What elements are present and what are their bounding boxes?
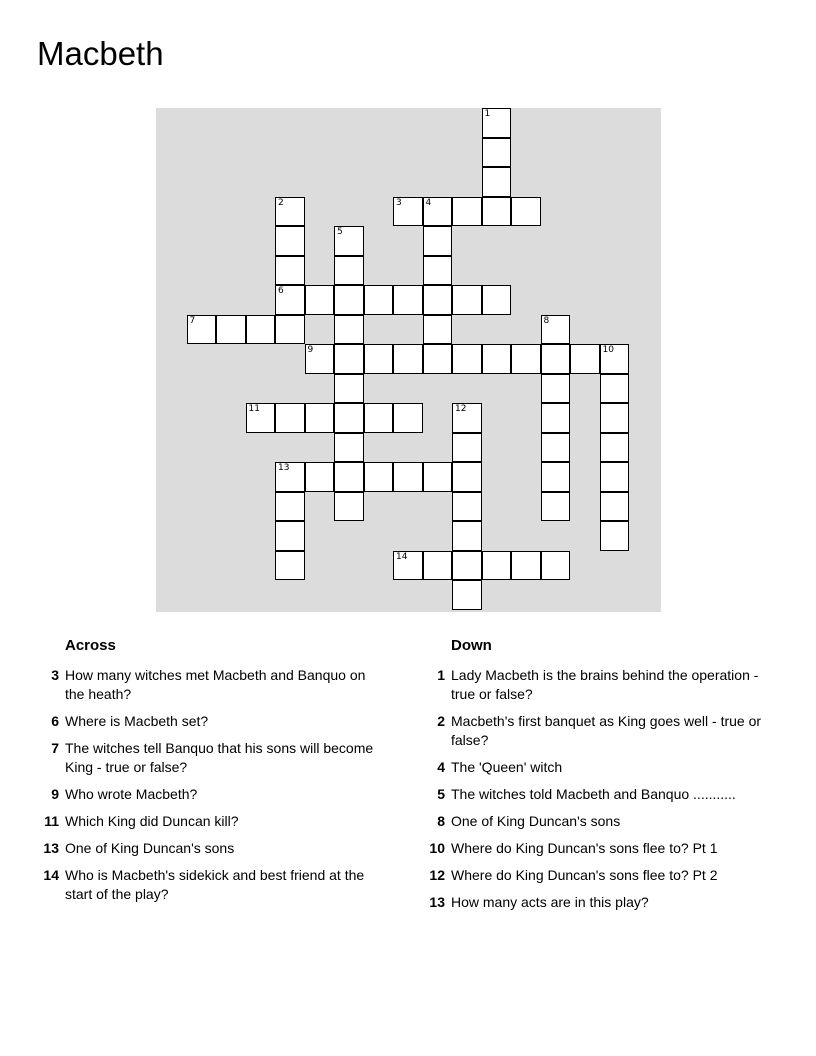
clue-number: 10	[429, 840, 445, 856]
grid-cell[interactable]	[541, 433, 571, 463]
grid-cell[interactable]	[275, 315, 305, 345]
grid-cell[interactable]	[423, 226, 453, 256]
grid-cell[interactable]	[246, 403, 276, 433]
grid-cell[interactable]	[482, 108, 512, 138]
grid-cell[interactable]	[305, 344, 335, 374]
cell-number: 5	[337, 227, 343, 237]
clue-text: One of King Duncan's sons	[451, 813, 621, 829]
clue-text: Who is Macbeth's sidekick and best friend at the start of the play?	[65, 867, 365, 902]
grid-cell[interactable]	[275, 521, 305, 551]
grid-cell[interactable]	[423, 256, 453, 286]
clue-number: 12	[429, 867, 445, 883]
grid-cell[interactable]	[452, 197, 482, 227]
grid-cell[interactable]	[423, 285, 453, 315]
grid-cell[interactable]	[246, 315, 276, 345]
grid-cell[interactable]	[482, 197, 512, 227]
across-clue	[40, 866, 380, 904]
grid-cell[interactable]	[452, 521, 482, 551]
grid-cell[interactable]	[482, 551, 512, 581]
grid-cell[interactable]	[393, 197, 423, 227]
down-clue	[426, 785, 781, 804]
down-clue	[426, 666, 781, 704]
cell-number: 14	[396, 551, 408, 562]
grid-cell[interactable]	[452, 344, 482, 374]
grid-cell[interactable]	[275, 285, 305, 315]
grid-cell[interactable]	[600, 344, 630, 374]
grid-cell[interactable]	[334, 374, 364, 404]
clue-text: Where do King Duncan's sons flee to? Pt 1	[451, 840, 718, 856]
grid-cell[interactable]	[275, 256, 305, 286]
cell-number: 12	[455, 404, 467, 414]
grid-cell[interactable]	[482, 285, 512, 315]
cell-number: 7	[189, 315, 196, 326]
grid-cell[interactable]	[305, 403, 335, 433]
clue-number: 13	[43, 840, 59, 856]
cell-number: 9	[307, 345, 314, 355]
cell-number: 3	[396, 197, 402, 208]
grid-cell[interactable]	[423, 344, 453, 374]
grid-cell[interactable]	[423, 197, 453, 227]
down-clue	[426, 758, 781, 777]
grid-cell[interactable]	[275, 492, 305, 522]
grid-cell[interactable]	[570, 344, 600, 374]
down-clues	[426, 636, 781, 920]
across-clue	[40, 712, 380, 731]
grid-cell[interactable]	[275, 197, 305, 227]
grid-cell[interactable]	[452, 433, 482, 463]
clue-text: The witches told Macbeth and Banquo ...........	[451, 786, 736, 802]
crossword-grid	[156, 108, 661, 612]
clue-number: 6	[51, 713, 59, 729]
clue-number: 1	[437, 667, 445, 683]
clue-number: 3	[51, 667, 59, 683]
across-clue	[40, 812, 380, 831]
clue-text: Macbeth's first banquet as King goes well - true or false?	[451, 713, 762, 748]
clue-number: 14	[43, 867, 59, 883]
grid-cell[interactable]	[364, 403, 394, 433]
grid-cell[interactable]	[600, 374, 630, 404]
grid-cell[interactable]	[364, 285, 394, 315]
down-clue	[426, 812, 781, 831]
grid-cell[interactable]	[423, 315, 453, 345]
grid-cell[interactable]	[541, 551, 571, 581]
across-clue	[40, 839, 380, 858]
down-heading: Down	[451, 637, 492, 654]
clue-number: 2	[437, 713, 445, 729]
grid-cell[interactable]	[334, 256, 364, 286]
grid-cell[interactable]	[334, 226, 364, 256]
grid-cell[interactable]	[334, 462, 364, 492]
across-heading: Across	[65, 637, 116, 654]
grid-cell[interactable]	[600, 403, 630, 433]
grid-cell[interactable]	[600, 433, 630, 463]
clue-text: How many witches met Macbeth and Banquo on the heath?	[65, 667, 366, 702]
grid-cell[interactable]	[334, 285, 364, 315]
grid-cell[interactable]	[275, 551, 305, 581]
grid-cell[interactable]	[334, 433, 364, 463]
grid-cell[interactable]	[511, 551, 541, 581]
down-clue	[426, 839, 781, 858]
clue-number: 9	[51, 786, 59, 802]
grid-cell[interactable]	[423, 551, 453, 581]
grid-cell[interactable]	[452, 580, 482, 610]
grid-cell[interactable]	[334, 344, 364, 374]
grid-cell[interactable]	[305, 285, 335, 315]
grid-cell[interactable]	[541, 403, 571, 433]
grid-cell[interactable]	[452, 492, 482, 522]
grid-cell[interactable]	[600, 462, 630, 492]
clue-text: Which King did Duncan kill?	[65, 813, 239, 829]
clue-text: One of King Duncan's sons	[65, 840, 235, 856]
grid-cell[interactable]	[275, 226, 305, 256]
grid-cell[interactable]	[482, 138, 512, 168]
across-clue	[40, 739, 380, 777]
down-clue	[426, 893, 781, 912]
cell-number: 11	[248, 404, 260, 414]
grid-cell[interactable]	[216, 315, 246, 345]
clue-text: The 'Queen' witch	[451, 759, 563, 775]
clue-number: 7	[51, 740, 59, 756]
clue-text: Lady Macbeth is the brains behind the operation - true or false?	[451, 667, 759, 702]
grid-cell[interactable]	[541, 344, 571, 374]
down-clue-list	[426, 666, 781, 912]
grid-cell[interactable]	[334, 492, 364, 522]
cell-number: 6	[278, 286, 284, 296]
grid-cell[interactable]	[482, 167, 512, 197]
grid-cell[interactable]	[364, 344, 394, 374]
clue-number: 5	[437, 786, 445, 802]
across-clue	[40, 666, 380, 704]
grid-cell[interactable]	[452, 403, 482, 433]
page-title: Macbeth	[37, 35, 164, 72]
clue-text: The witches tell Banquo that his sons will become King - true or false?	[65, 740, 374, 775]
grid-cell[interactable]	[452, 285, 482, 315]
grid-cell[interactable]	[393, 403, 423, 433]
across-clue	[40, 785, 380, 804]
grid-cell[interactable]	[334, 403, 364, 433]
grid-cell[interactable]	[541, 315, 571, 345]
grid-cell[interactable]	[423, 462, 453, 492]
grid-cell[interactable]	[393, 344, 423, 374]
across-clue-list	[40, 666, 380, 904]
clue-number: 8	[437, 813, 445, 829]
clue-text: Who wrote Macbeth?	[65, 786, 198, 802]
grid-cell[interactable]	[452, 551, 482, 581]
grid-cell[interactable]	[600, 492, 630, 522]
clue-number: 4	[437, 759, 445, 775]
grid-cell[interactable]	[393, 551, 423, 581]
down-clue	[426, 866, 781, 885]
grid-cell[interactable]	[393, 462, 423, 492]
grid-cell[interactable]	[305, 462, 335, 492]
grid-cell[interactable]	[541, 462, 571, 492]
cell-number: 8	[543, 315, 550, 326]
grid-cell[interactable]	[364, 462, 394, 492]
down-clue	[426, 712, 781, 750]
clue-text: Where do King Duncan's sons flee to? Pt 2	[451, 867, 718, 883]
cell-number: 10	[602, 345, 614, 355]
grid-cell[interactable]	[541, 374, 571, 404]
grid-cell[interactable]	[511, 344, 541, 374]
cell-number: 2	[278, 197, 284, 208]
grid-cell[interactable]	[511, 197, 541, 227]
clue-text: How many acts are in this play?	[451, 894, 649, 910]
clue-number: 13	[429, 894, 445, 910]
grid-cell[interactable]	[393, 285, 423, 315]
cell-number: 4	[425, 197, 432, 208]
cell-number: 13	[278, 463, 290, 473]
cell-number: 1	[484, 109, 491, 119]
grid-cell[interactable]	[275, 462, 305, 492]
grid-cell[interactable]	[275, 403, 305, 433]
grid-cell[interactable]	[541, 492, 571, 522]
clue-text: Where is Macbeth set?	[65, 713, 209, 729]
grid-cell[interactable]	[482, 344, 512, 374]
grid-cell[interactable]	[334, 315, 364, 345]
grid-cell[interactable]	[600, 521, 630, 551]
grid-cell[interactable]	[452, 462, 482, 492]
across-clues	[40, 636, 380, 912]
clue-number: 11	[44, 813, 59, 829]
grid-cell[interactable]	[187, 315, 217, 345]
